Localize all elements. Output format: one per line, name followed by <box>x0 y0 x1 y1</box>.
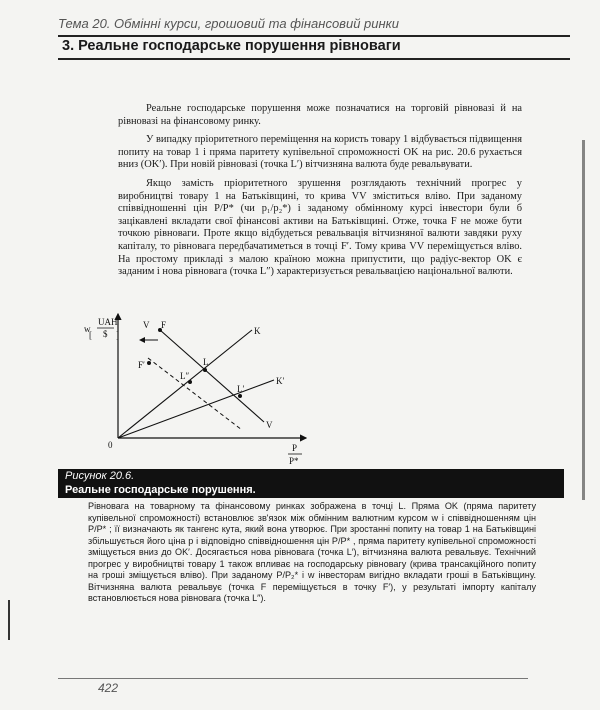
curve-vv <box>160 330 264 422</box>
footer-rule <box>58 678 528 679</box>
figure-label: Рисунок 20.6. <box>65 470 135 482</box>
point-l-prime <box>238 394 242 398</box>
curve-vv-shifted <box>148 358 245 430</box>
section-title: 3. Реальне господарське порушення рівноваги <box>62 38 401 54</box>
paragraph-1: Реальне господарське порушення може позначатися на торговій рівновазі й на рівновазі на фінансовому ринку. <box>118 103 522 127</box>
x-axis-numerator: P <box>292 443 298 453</box>
label-v-bottom: V <box>266 420 273 430</box>
label-v-top: V <box>143 320 150 330</box>
label-f: F <box>161 320 167 330</box>
scan-edge-mark <box>582 140 585 500</box>
y-axis-var: w <box>84 324 91 334</box>
graph-svg <box>84 308 324 470</box>
y-bracket-left: [ <box>89 330 92 340</box>
y-axis-numerator: UAH <box>98 317 118 327</box>
label-l-double-prime: L″ <box>180 371 190 381</box>
origin-label: 0 <box>108 440 113 450</box>
line-ok-prime <box>118 380 274 438</box>
y-bracket-right: ] <box>116 330 119 340</box>
label-l-prime: L′ <box>237 384 245 394</box>
label-k-prime: K′ <box>276 376 285 386</box>
body-text <box>118 103 522 285</box>
equilibrium-graph <box>84 308 324 470</box>
figure-caption-bar <box>58 469 564 498</box>
x-axis-denominator: P* <box>289 456 299 466</box>
running-head: Тема 20. Обмінні курси, грошовий та фінансовий ринки <box>58 16 400 31</box>
header-rule-bottom <box>58 58 570 60</box>
page-number: 422 <box>98 681 119 695</box>
y-axis-denominator: $ <box>103 329 108 339</box>
scan-edge-mark-left <box>8 600 10 640</box>
paragraph-3: Якщо замість пріоритетного зрушення розглядають технічний прогрес у виробництві товару 1 на Батьківщині, то крива VV зміститься вліво. При заданому співвідношенні цін P/P* (чи p₁/p₂*) і заданому обмінному курсі інвестори були б зацікавлені вкладати свої фінансові активи на Батьківщині. Отже, точка F не може бути точкою рівноваги. Проте якщо відбудеться ревальвація вітчизняної валюти завдяки руху капіталу, то рівновага передбачатиметься в точці F′. Тому крива VV переміщується вліво. На простому прикладі з малою країною можна припустити, що радіус-вектор OK є заданим і нова рівновага (точка L″) характеризується ревальвацією національної валюти. <box>118 177 522 278</box>
point-l <box>203 368 207 372</box>
label-f-prime: F′ <box>138 360 145 370</box>
header-rule-top <box>58 35 570 37</box>
figure-caption: Рівновага на товарному та фінансовому ринках зображена в точці L. Пряма OK (пряма паритету купівельної спроможності) встановлює зв'язок між обмінним валютним курсом w і співвідношенням цін P/P* ; її визначають як тангенс кута, який вона утворює. При зростанні попиту на товар 1 на Батьківщині збільшується його ціна p і відповідно співвідношення цін P/P* , пряма паритету купівельної спроможності зміщується вниз до OK′. Досягається нова рівновага (точка L′), вітчизняна валюта ревальвує. Технічний прогрес у виробництві товару 1 також впливає на господарську рівновагу (крива трансакційного попиту на гроші зміщується вліво). При заданому P/P₂* і w інвесторам вигідно вкладати гроші в Батьківщину. Вітчизняна валюта ревальвує (точка F переміщується в точку F′), у результаті імпорту капіталу встановлюється нова рівновага (точка L″). <box>88 501 536 603</box>
label-k: K <box>254 326 261 336</box>
point-f-prime <box>147 361 151 365</box>
label-l: L <box>203 357 209 367</box>
figure-title: Реальне господарське порушення. <box>65 484 256 496</box>
paragraph-2: У випадку пріоритетного переміщення на користь товару 1 відбувається підвищення попиту на товар 1 і пряма паритету купівельної спроможності OK на рис. 20.6 рухається вниз (OK′). При новій рівновазі (точка L′) вітчизняна валюта буде ревальвувати. <box>118 134 522 171</box>
